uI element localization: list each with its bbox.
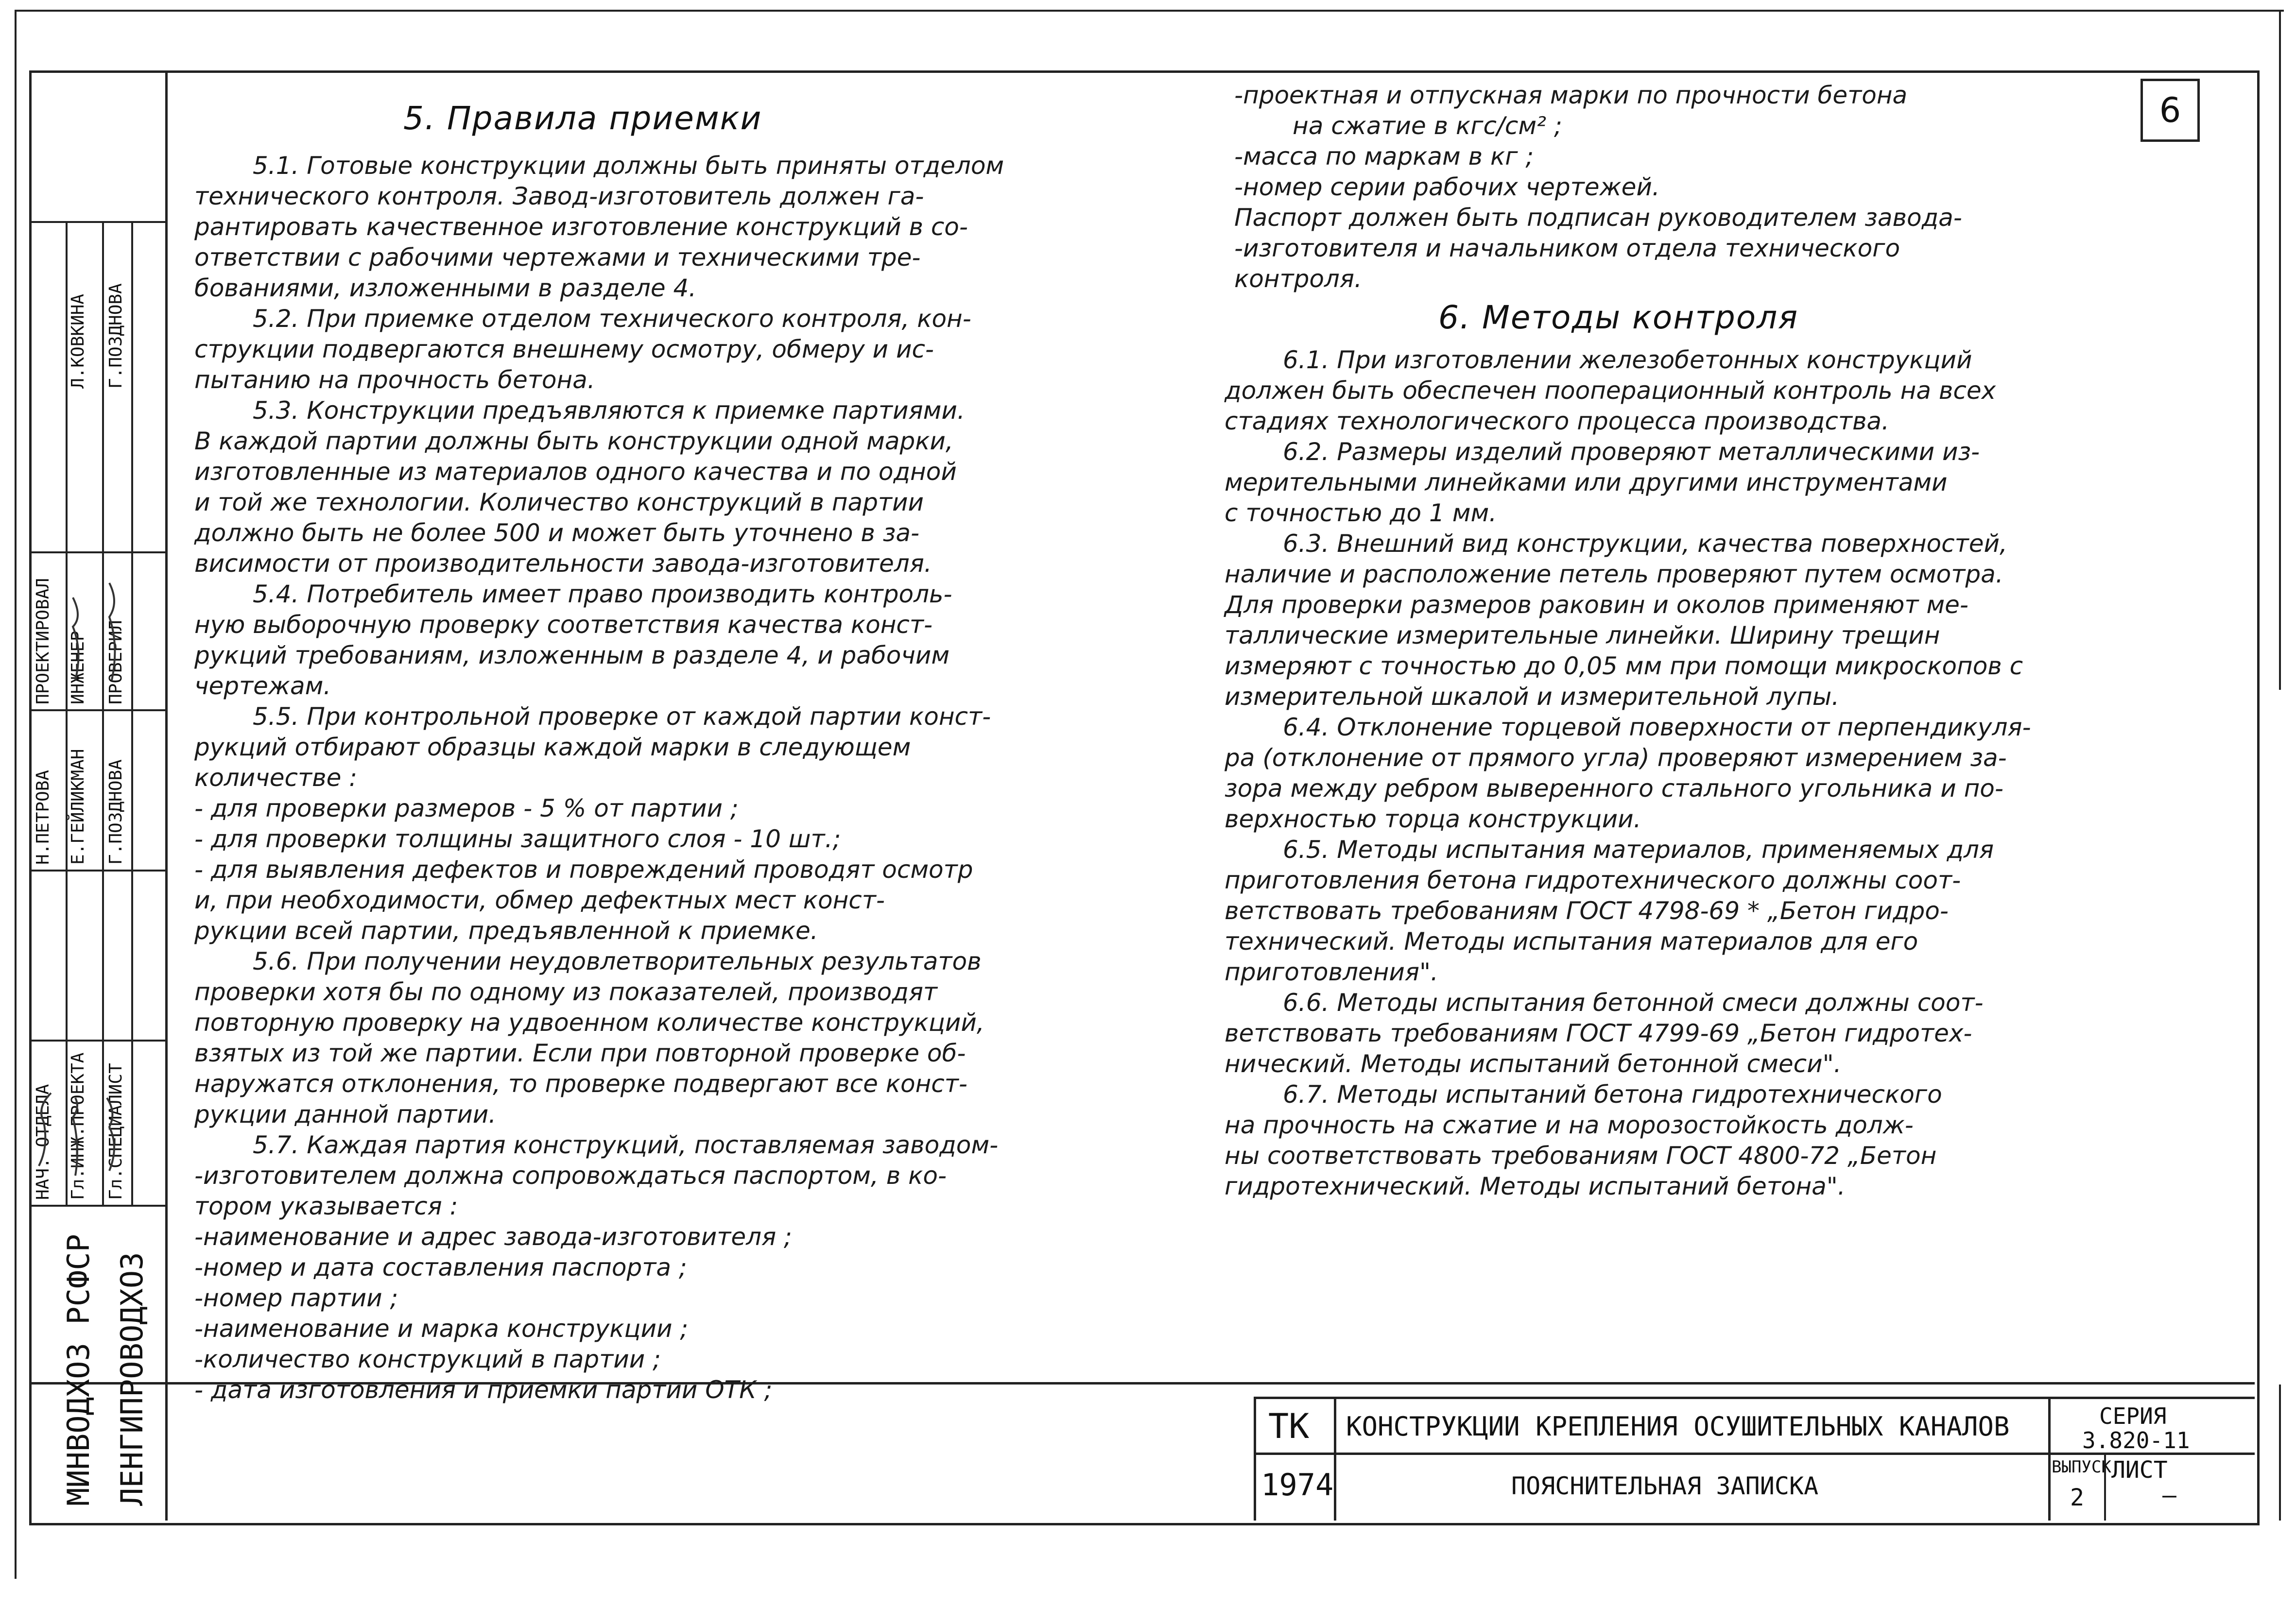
- right-top-line: -проектная и отпускная марки по прочности бетона: [1234, 81, 1908, 109]
- section6-line: измерительной шкалой и измерительной лупы.: [1225, 683, 1840, 711]
- section5-line: -номер и дата составления паспорта ;: [194, 1253, 687, 1282]
- section5-line: -изготовителем должна сопровождаться паспортом, в ко-: [194, 1162, 947, 1190]
- section5-line: рукции данной партии.: [194, 1100, 497, 1128]
- section6-line: технический. Методы испытания материалов для его: [1225, 927, 1918, 956]
- right-top-line: -масса по маркам в кг ;: [1234, 142, 1534, 171]
- section6-line: 6.7. Методы испытаний бетона гидротехнического: [1283, 1080, 1942, 1109]
- section5-line: 5.2. При приемке отделом технического контроля, кон-: [253, 305, 971, 333]
- section5-line: взятых из той же партии. Если при повторной проверке об-: [194, 1039, 966, 1067]
- right-top-line: -номер серии рабочих чертежей.: [1234, 173, 1660, 201]
- right-top-line: -изготовителя и начальником отдела технического: [1234, 234, 1900, 262]
- section5-line: должно быть не более 500 и может быть уточнено в за-: [194, 519, 920, 547]
- page-number: 6: [2141, 79, 2200, 142]
- section5-heading: 5. Правила приемки: [403, 100, 762, 137]
- stamp-role-0: НАЧ. ОТДЕЛА: [33, 1084, 53, 1200]
- right-top-body: [1234, 80, 1962, 294]
- title-block-series-label: СЕРИЯ: [2099, 1403, 2167, 1429]
- section6-line: стадиях технологического процесса производства.: [1225, 407, 1889, 435]
- section5-line: повторную проверку на удвоенном количестве конструкций,: [194, 1009, 984, 1037]
- section6-heading: 6. Методы контроля: [1438, 299, 1799, 336]
- section6-line: ра (отклонение от прямого угла) проверяют измерением за-: [1225, 744, 2007, 772]
- section6-line: мерительными линейками или другими инструментами: [1225, 468, 1948, 496]
- stamp-role-2: Гл.СПЕЦИАЛИСТ: [106, 1063, 126, 1200]
- section6-line: таллические измерительные линейки. Ширину трещин: [1225, 621, 1940, 650]
- section6-line: ны соответствовать требованиям ГОСТ 4800-72 „Бетон: [1225, 1142, 1937, 1170]
- section5-line: пытанию на прочность бетона.: [194, 366, 595, 394]
- section5-line: тором указывается :: [194, 1192, 458, 1220]
- section5-line: рукций требованиям, изложенным в разделе 4, и рабочим: [194, 641, 950, 669]
- section5-line: - для выявления дефектов и повреждений проводят осмотр: [194, 855, 973, 884]
- section5-line: рукции всей партии, предъявленной к приемке.: [194, 917, 818, 945]
- section5-line: изготовленные из материалов одного качества и по одной: [194, 458, 957, 486]
- section6-line: на прочность на сжатие и на морозостойкость долж-: [1225, 1111, 1914, 1139]
- section6-line: 6.5. Методы испытания материалов, применяемых для: [1283, 836, 1994, 864]
- stamp-org2: ЛЕНГИПРОВОДХОЗ: [114, 1252, 150, 1506]
- section6-line: ветствовать требованиям ГОСТ 4799-69 „Бетон гидротех-: [1225, 1019, 1972, 1047]
- section6-line: нический. Методы испытаний бетонной смеси".: [1225, 1050, 1842, 1078]
- stamp-role-3: ПРОЕКТИРОВАЛ: [33, 578, 53, 704]
- section6-line: приготовления бетона гидротехнического должны соот-: [1225, 866, 1961, 894]
- signatures: [29, 534, 165, 1214]
- title-block-sheet-value: –: [2162, 1482, 2176, 1509]
- section5-line: - для проверки толщины защитного слоя - 10 шт.;: [194, 825, 841, 853]
- stamp-name-4: Г.ПОЗДНОВА: [106, 283, 126, 389]
- right-top-line: на сжатие в кгс/см² ;: [1293, 112, 1562, 140]
- stamp-name-0: Н.ПЕТРОВА: [33, 769, 53, 865]
- section6-body: [1225, 345, 2031, 1202]
- section5-line: бованиями, изложенными в разделе 4.: [194, 274, 697, 302]
- section5-line: ную выборочную проверку соответствия качества конст-: [194, 611, 933, 639]
- title-block-title: КОНСТРУКЦИИ КРЕПЛЕНИЯ ОСУШИТЕЛЬНЫХ КАНАЛОВ: [1346, 1411, 2010, 1442]
- title-block-issue-label: ВЫПУСК: [2052, 1457, 2111, 1477]
- stamp-name-2: Г.ПОЗДНОВА: [106, 759, 126, 865]
- section5-line: висимости от производительности завода-изготовителя.: [194, 549, 932, 578]
- section5-line: 5.7. Каждая партия конструкций, поставляемая заводом-: [253, 1131, 999, 1159]
- section5-line: 5.6. При получении неудовлетворительных результатов: [253, 947, 982, 975]
- section5-line: -номер партии ;: [194, 1284, 398, 1312]
- section6-line: верхностью торца конструкции.: [1225, 805, 1641, 833]
- title-block-sheet-label: ЛИСТ: [2111, 1456, 2168, 1484]
- section5-line: ответствии с рабочими чертежами и техническими тре-: [194, 243, 921, 272]
- stamp-org1: МИНВОДХОЗ РСФСР: [61, 1234, 96, 1506]
- section5-line: -наименование и адрес завода-изготовителя ;: [194, 1223, 792, 1251]
- section6-line: измеряют с точностью до 0,05 мм при помощи микроскопов с: [1225, 652, 2023, 680]
- title-block-code: ТК: [1268, 1406, 1310, 1446]
- section6-line: гидротехнический. Методы испытаний бетона".: [1225, 1172, 1846, 1200]
- section6-line: наличие и расположение петель проверяют путем осмотра.: [1225, 560, 2003, 588]
- section6-line: 6.6. Методы испытания бетонной смеси должны соот-: [1283, 989, 1984, 1017]
- title-block-issue-value: 2: [2070, 1484, 2084, 1511]
- section5-line: -наименование и марка конструкции ;: [194, 1315, 689, 1343]
- right-top-line: Паспорт должен быть подписан руководителем завода-: [1234, 204, 1962, 232]
- section6-line: 6.4. Отклонение торцевой поверхности от перпендикуля-: [1283, 713, 2031, 741]
- title-block-subtitle: ПОЯСНИТЕЛЬНАЯ ЗАПИСКА: [1511, 1472, 1819, 1500]
- section6-line: Для проверки размеров раковин и околов применяют ме-: [1225, 591, 1968, 619]
- section6-line: 6.3. Внешний вид конструкции, качества поверхностей,: [1283, 530, 2007, 558]
- section6-line: зора между ребром выверенного стального угольника и по-: [1225, 774, 2003, 803]
- section6-line: 6.2. Размеры изделий проверяют металлическими из-: [1283, 438, 1980, 466]
- section6-line: ветствовать требованиям ГОСТ 4798-69 * „Бетон гидро-: [1225, 897, 1949, 925]
- stamp-name-3: Л.КОВКИНА: [68, 293, 88, 389]
- section6-line: 6.1. При изготовлении железобетонных конструкций: [1283, 346, 1972, 374]
- section5-line: чертежам.: [194, 672, 331, 700]
- section5-line: струкции подвергаются внешнему осмотру, обмеру и ис-: [194, 335, 934, 363]
- right-top-line: контроля.: [1234, 265, 1362, 293]
- section5-line: В каждой партии должны быть конструкции одной марки,: [194, 427, 953, 455]
- section5-line: наружатся отклонения, то проверке подвергают все конст-: [194, 1070, 967, 1098]
- section5-line: - дата изготовления и приемки партии ОТК ;: [194, 1376, 773, 1404]
- section5-body: [194, 151, 1004, 1405]
- title-block-series-value: 3.820-11: [2082, 1427, 2190, 1453]
- section5-line: 5.3. Конструкции предъявляются к приемке партиями.: [253, 396, 965, 425]
- stamp-name-1: Е.ГЕЙЛИКМАН: [68, 749, 88, 865]
- section5-line: количестве :: [194, 764, 358, 792]
- stamp-role-5: ПРОВЕРИЛ: [106, 620, 126, 704]
- section5-line: и той же технологии. Количество конструкций в партии: [194, 488, 924, 516]
- stamp-role-1: Гл.ИНЖ.ПРОЕКТА: [68, 1052, 88, 1200]
- section5-line: рукций отбирают образцы каждой марки в следующем: [194, 733, 911, 761]
- title-block-year: 1974: [1261, 1467, 1334, 1503]
- section6-line: с точностью до 1 мм.: [1225, 499, 1497, 527]
- section6-line: приготовления".: [1225, 958, 1438, 986]
- section5-line: и, при необходимости, обмер дефектных мест конст-: [194, 886, 885, 914]
- section5-line: - для проверки размеров - 5 % от партии ;: [194, 794, 739, 822]
- section5-line: технического контроля. Завод-изготовитель должен га-: [194, 182, 924, 210]
- section5-line: 5.4. Потребитель имеет право производить контроль-: [253, 580, 952, 608]
- section5-line: проверки хотя бы по одному из показателей, производят: [194, 978, 938, 1006]
- section6-line: должен быть обеспечен пооперационный контроль на всех: [1225, 376, 1996, 405]
- section5-line: 5.1. Готовые конструкции должны быть приняты отделом: [253, 152, 1004, 180]
- section5-line: 5.5. При контрольной проверке от каждой партии конст-: [253, 702, 991, 731]
- stamp-role-4: ИНЖЕНЕР: [68, 631, 88, 704]
- section5-line: -количество конструкций в партии ;: [194, 1345, 661, 1373]
- section5-line: рантировать качественное изготовление конструкций в со-: [194, 213, 968, 241]
